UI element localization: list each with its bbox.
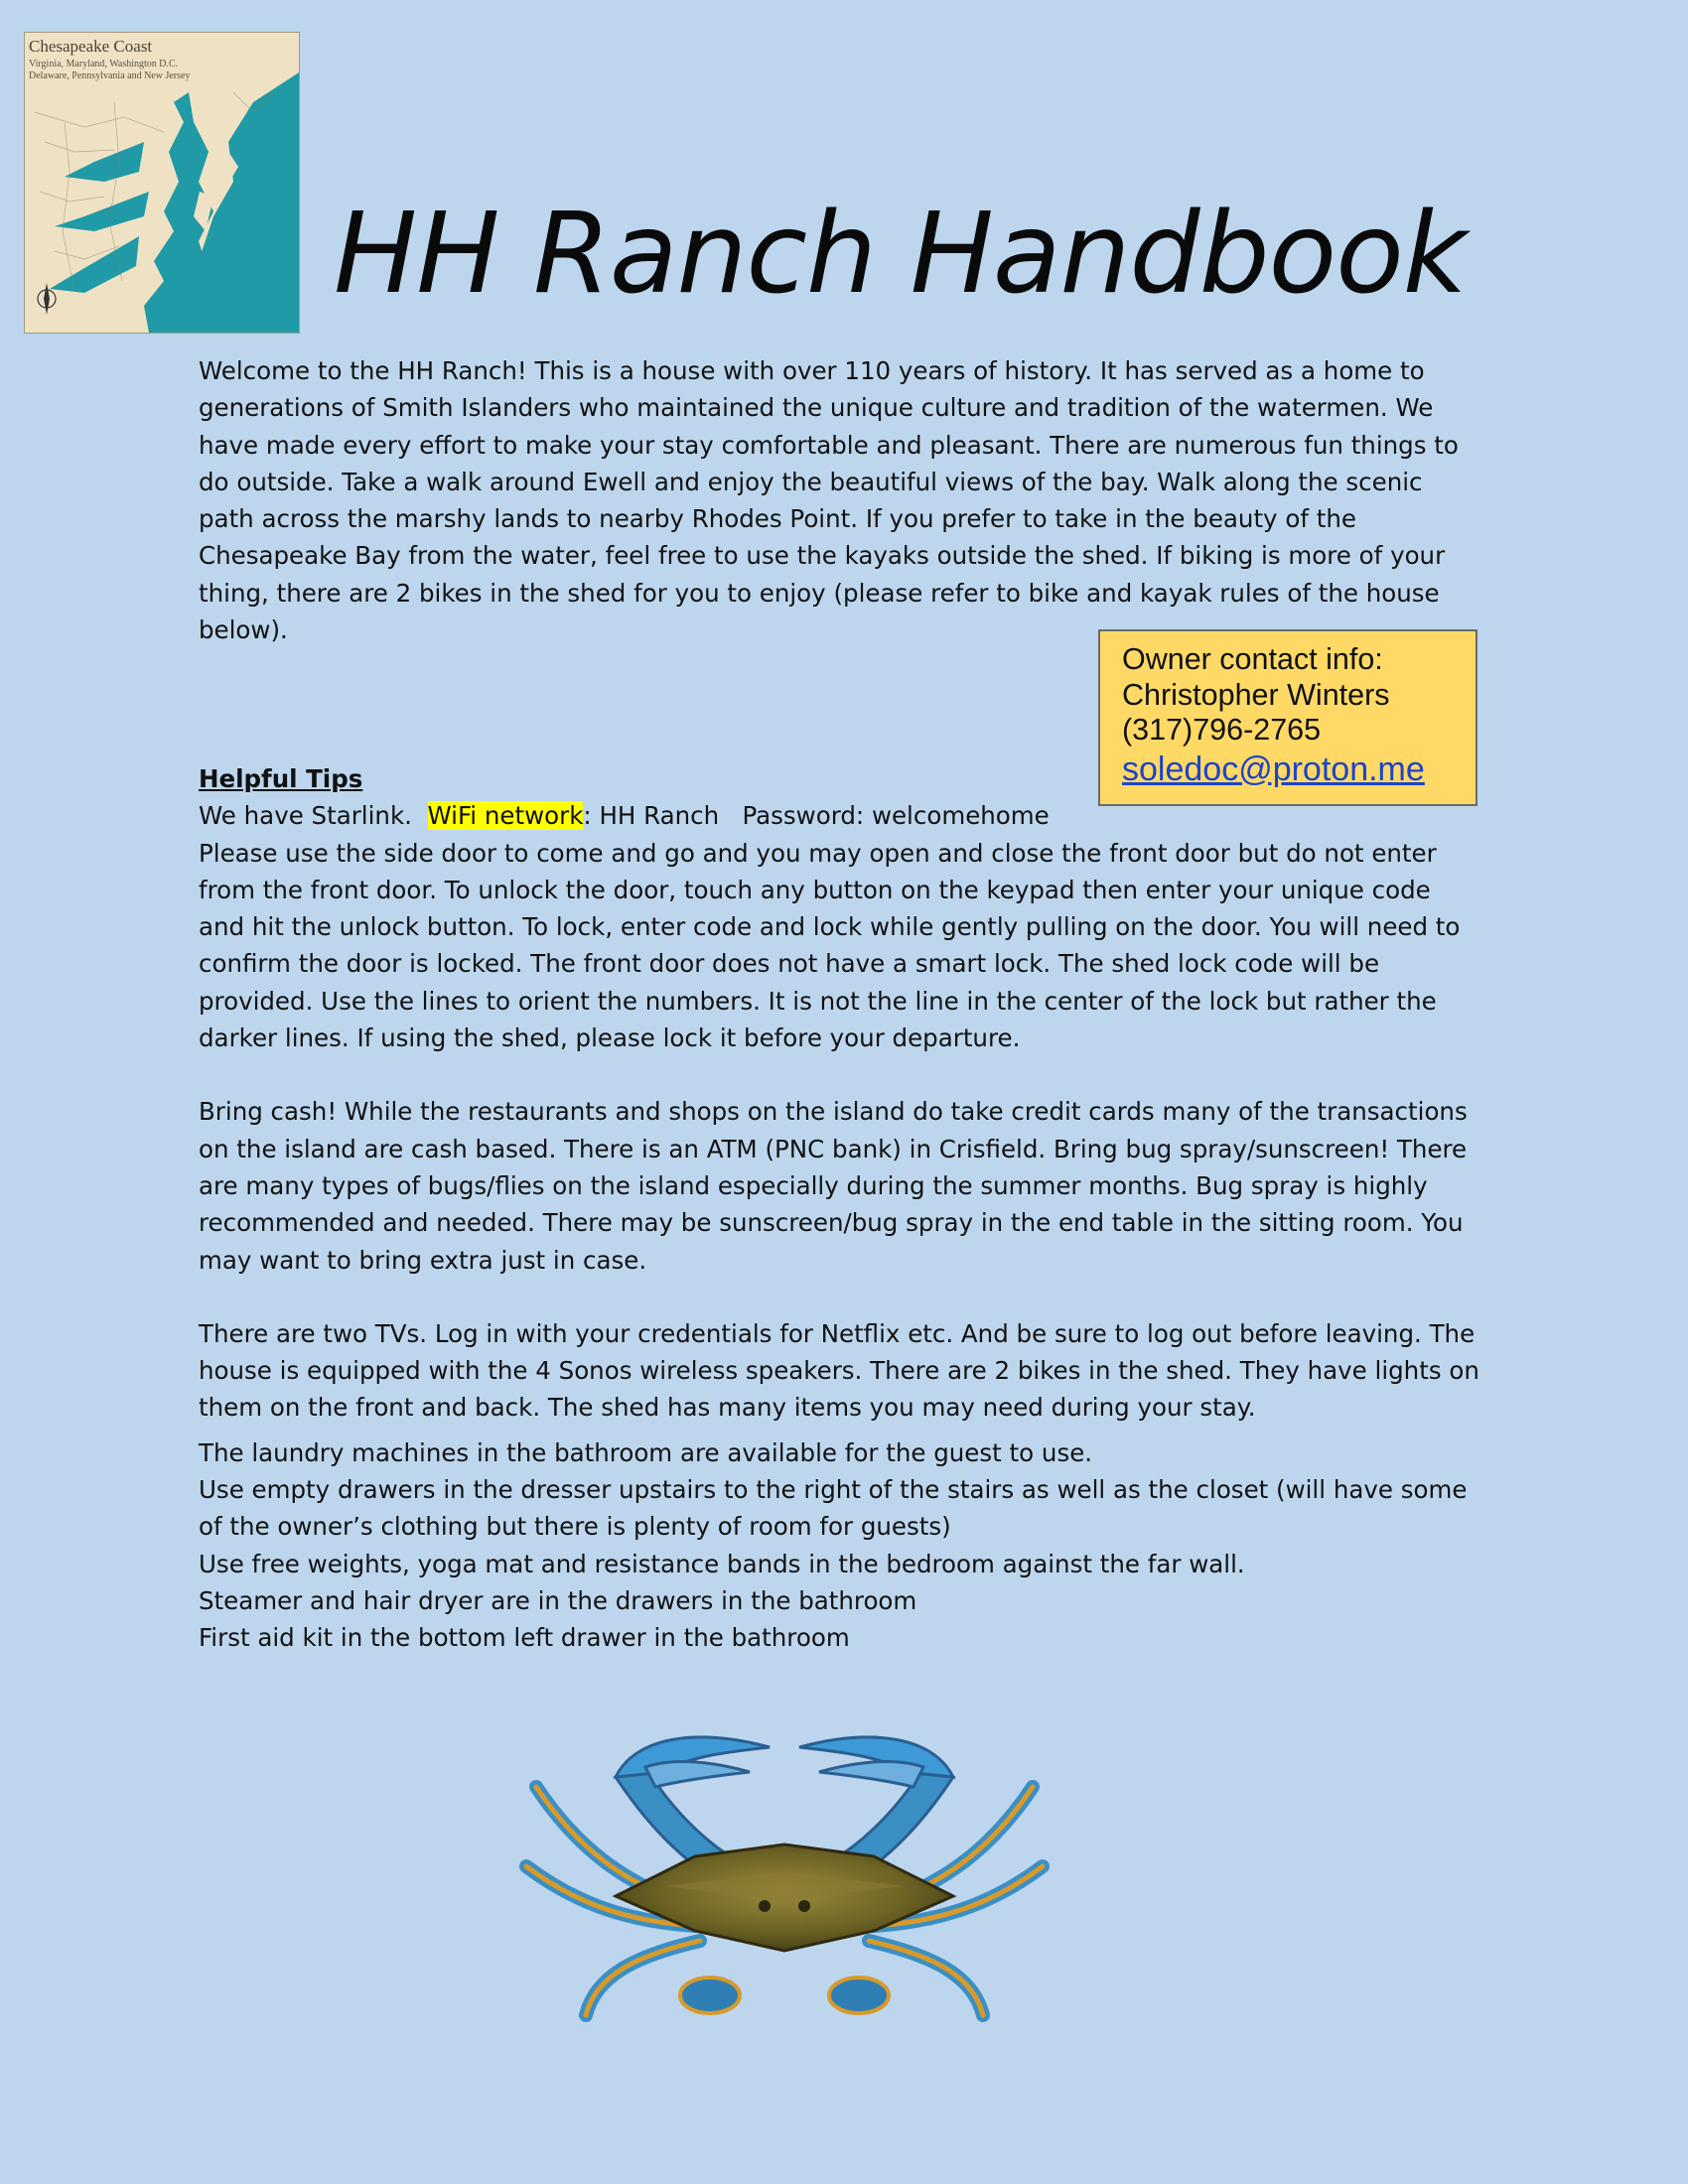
contact-email-link[interactable]: soledoc@proton.me <box>1122 750 1425 788</box>
intro-paragraph: Welcome to the HH Ranch! This is a house with over 110 years of history. It has served as a home to generations of Smith Islanders who maintained the unique culture and tradition of the watermen. We have made every effort to make your stay comfortable and pleasant. There are numerous fun things to do outside. Take a walk around Ewell and enjoy the beautiful views of the bay. Walk along the scenic path across the marshy lands to nearby Rhodes Point. If you prefer to take in the beauty of the Chesapeake Bay from the water, feel free to use the kayaks outside the shed. If biking is more of your thing, there are 2 bikes in the shed for you to enjoy (please refer to bike and kayak rules of the house below). <box>199 356 1459 645</box>
steamer-line: Steamer and hair dryer are in the drawers in the bathroom <box>199 1585 917 1615</box>
drawers-line: Use empty drawers in the dresser upstairs to the right of the stairs as well as the closet (will have some of the owner’s clothing but there is plenty of room for guests) <box>199 1475 1468 1542</box>
laundry-line: The laundry machines in the bathroom are available for the guest to use. <box>199 1437 1093 1467</box>
wifi-details: : HH Ranch Password: welcomehome <box>583 801 1050 831</box>
contact-label: Owner contact info: <box>1122 642 1383 676</box>
tips-heading: Helpful Tips <box>199 764 363 793</box>
contact-phone: (317)796-2765 <box>1122 713 1322 747</box>
wifi-label-highlight: WiFi network <box>427 801 584 831</box>
tv-paragraph: There are two TVs. Log in with your credentials for Netflix etc. And be sure to log out before leaving. The house is equipped with the 4 Sonos wireless speakers. There are 2 bikes in the shed. They have lights on them on the front and back. The shed has many items you may need during your stay. <box>199 1318 1479 1423</box>
cash-paragraph: Bring cash! While the restaurants and shops on the island do take credit cards many of the transactions on the island are cash based. There is an ATM (PNC bank) in Crisfield. Bring bug spray/sunscreen! There are many types of bugs/flies on the island especially during the summer months. Bug spray is highly recommended and needed. There may be sunscreen/bug spray in the end table in the sitting room. You may want to bring extra just in case. <box>199 1097 1468 1275</box>
firstaid-line: First aid kit in the bottom left drawer in the bathroom <box>199 1623 850 1653</box>
contact-name: Christopher Winters <box>1122 677 1390 712</box>
map-title: Chesapeake Coast <box>29 37 153 56</box>
helpful-tips-section <box>199 760 1479 1657</box>
wifi-prefix: We have Starlink. <box>199 801 428 831</box>
weights-line: Use free weights, yoga mat and resistance bands in the bedroom against the far wall. <box>199 1549 1245 1578</box>
chesapeake-map-image <box>24 32 300 334</box>
intro-section <box>199 352 1479 648</box>
map-subtitle-1: Virginia, Maryland, Washington D.C. <box>29 59 179 69</box>
wifi-line <box>199 797 1479 834</box>
map-subtitle-2: Delaware, Pennsylvania and New Jersey <box>29 70 191 81</box>
crab-icon <box>496 1727 1072 2045</box>
page-title: HH Ranch Handbook <box>334 190 1467 319</box>
blue-crab-illustration <box>496 1727 1072 2049</box>
door-paragraph: Please use the side door to come and go and you may open and close the front door but do not enter from the front door. To unlock the door, touch any button on the keypad then enter your unique code and hit the unlock button. To lock, enter code and lock while gently pulling on the door. You will need to confirm the door is locked. The front door does not have a smart lock. The shed lock code will be provided. Use the lines to orient the numbers. It is not the line in the center of the lock but rather the darker lines. If using the shed, please lock it before your departure. <box>199 838 1461 1053</box>
